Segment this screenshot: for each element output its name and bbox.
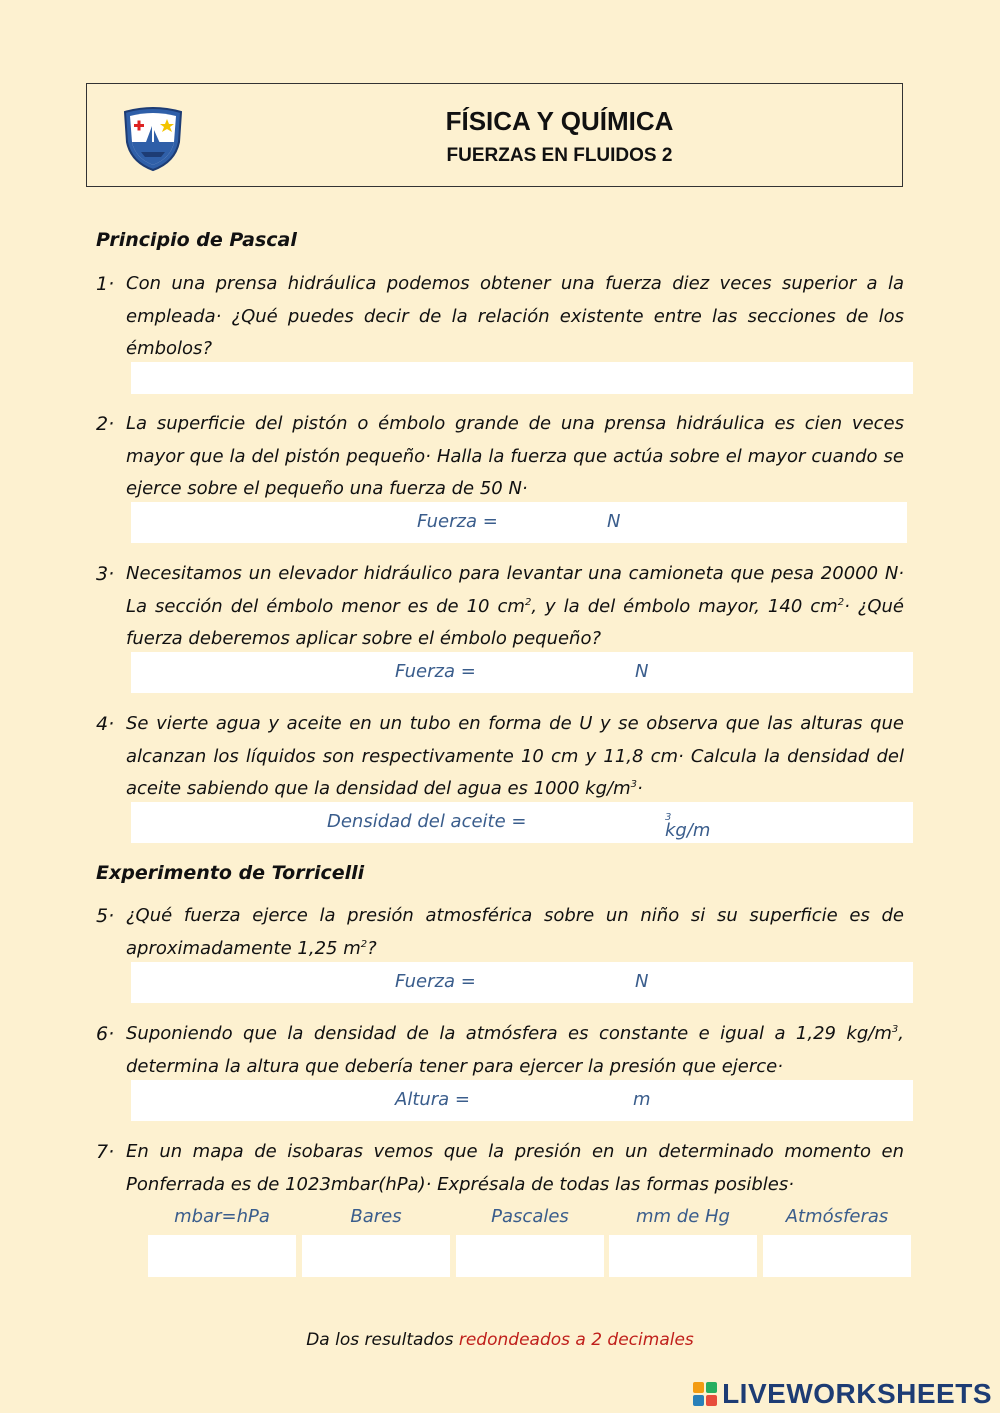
question-number: 5· <box>96 905 115 927</box>
question-4 <box>96 708 904 806</box>
question-number: 4· <box>96 713 115 735</box>
answer-unit: N <box>635 971 649 992</box>
answer-unit <box>665 811 711 841</box>
liveworksheets-logo[interactable] <box>692 1376 992 1412</box>
answer-label: Fuerza = <box>395 661 476 682</box>
question-text-part: , determina la altura que debería tener para ejercer la presión que ejerce· <box>126 1023 904 1077</box>
answer-box-q6 <box>131 1080 913 1121</box>
superscript: 2 <box>837 596 845 608</box>
column-label-atmosferas: Atmósferas <box>785 1206 889 1227</box>
question-number: 3· <box>96 563 115 585</box>
input-mbar[interactable] <box>148 1235 296 1277</box>
question-3 <box>96 558 904 656</box>
question-text-part: Suponiendo que la densidad de la atmósfera es constante e igual a 1,29 kg/m <box>126 1023 892 1044</box>
answer-input-q5[interactable] <box>491 968 605 998</box>
answer-unit-text: kg/m <box>665 820 711 841</box>
question-text: En un mapa de isobaras vemos que la presión en un determinado momento en Ponferrada es de 1023mbar(hPa)· Exprésala de todas las formas posibles· <box>126 1141 904 1195</box>
answer-label: Altura = <box>395 1089 471 1110</box>
column-label-bares: Bares <box>350 1206 402 1227</box>
question-1 <box>96 268 904 366</box>
question-text-part: · <box>636 778 643 799</box>
section-title-torricelli: Experimento de Torricelli <box>96 862 365 884</box>
column-label-mmhg: mm de Hg <box>636 1206 730 1227</box>
column-label-mbar: mbar=hPa <box>174 1206 270 1227</box>
page-subtitle: FUERZAS EN FLUIDOS 2 <box>446 145 673 166</box>
answer-label: Fuerza = <box>395 971 476 992</box>
column-label-pascales: Pascales <box>491 1206 569 1227</box>
section-title-pascal: Principio de Pascal <box>96 229 297 251</box>
input-mmhg[interactable] <box>609 1235 757 1277</box>
question-text-part: ? <box>367 937 377 959</box>
answer-input-q2[interactable] <box>499 508 613 538</box>
question-text <box>126 708 904 806</box>
brand-name: LIVEWORKSHEETS <box>722 1378 992 1409</box>
input-pascales[interactable] <box>456 1235 604 1277</box>
question-number: 7· <box>96 1141 115 1163</box>
answer-input-q3[interactable] <box>491 658 605 688</box>
answer-box-q2 <box>131 502 907 543</box>
header-box <box>86 83 903 187</box>
answer-box-q1 <box>131 362 913 394</box>
superscript: 2 <box>360 938 368 950</box>
answer-label: Fuerza = <box>417 511 498 532</box>
answer-input-q6[interactable] <box>491 1086 605 1116</box>
superscript: 3 <box>891 1024 899 1035</box>
answer-input-q4[interactable] <box>541 808 655 838</box>
question-text: La superficie del pistón o émbolo grande de una prensa hidráulica es cien veces mayor que la del pistón pequeño· Halla la fuerza que actúa sobre el mayor cuando se ejerce sobre el pequeño una fuerza de 50 N· <box>126 413 904 499</box>
question-text: Con una prensa hidráulica podemos obtener una fuerza diez veces superior a la empleada· ¿Qué puedes decir de la relación existente entre las secciones de los émbolos? <box>126 273 904 359</box>
question-text-part: , y la del émbolo mayor, 140 cm <box>531 595 838 617</box>
question-text-part: Necesitamos un elevador hidráulico para levantar una camioneta que pesa 20000 N· La sección del émbolo menor es de 10 cm <box>126 563 904 617</box>
question-2 <box>96 408 904 506</box>
answer-box-q3 <box>131 652 913 693</box>
question-text-part: · ¿Qué fuerza deberemos aplicar sobre el émbolo pequeño? <box>126 595 904 649</box>
answer-unit: m <box>633 1089 651 1110</box>
answer-box-q5 <box>131 962 913 1003</box>
question-number: 1· <box>96 273 115 295</box>
question-6 <box>96 1018 904 1083</box>
superscript: 2 <box>524 596 532 608</box>
superscript: 3 <box>665 812 672 823</box>
superscript: 3 <box>630 779 637 790</box>
input-atmosferas[interactable] <box>763 1235 911 1277</box>
question-text <box>126 558 904 656</box>
footer-prefix: Da los resultados <box>306 1330 454 1350</box>
question-text <box>126 900 904 965</box>
footer-note <box>0 1330 1000 1350</box>
question-number: 6· <box>96 1023 115 1045</box>
question-5 <box>96 900 904 965</box>
answer-label: Densidad del aceite = <box>327 811 527 832</box>
answer-input-q1[interactable] <box>137 364 907 394</box>
answer-unit: N <box>607 511 621 532</box>
page-title: FÍSICA Y QUÍMICA <box>445 106 674 136</box>
liveworksheets-mark-icon <box>692 1381 718 1407</box>
question-text-part: ¿Qué fuerza ejerce la presión atmosférica sobre un niño si su superficie es de aproximadamente 1,25 m <box>126 905 904 959</box>
question-text-part: Se vierte agua y aceite en un tubo en forma de U y se observa que las alturas que alcanzan los líquidos son respectivamente 10 cm y 11,8 cm· Calcula la densidad del aceite sabiendo que la densidad del agua es 1000 kg/m <box>126 713 904 799</box>
answer-unit: N <box>635 661 649 682</box>
input-bares[interactable] <box>302 1235 450 1277</box>
question-text <box>126 1018 904 1083</box>
answer-box-q4 <box>131 802 913 843</box>
question-number: 2· <box>96 413 115 435</box>
footer-highlight: redondeados a 2 decimales <box>458 1330 694 1350</box>
question-7 <box>96 1136 904 1201</box>
